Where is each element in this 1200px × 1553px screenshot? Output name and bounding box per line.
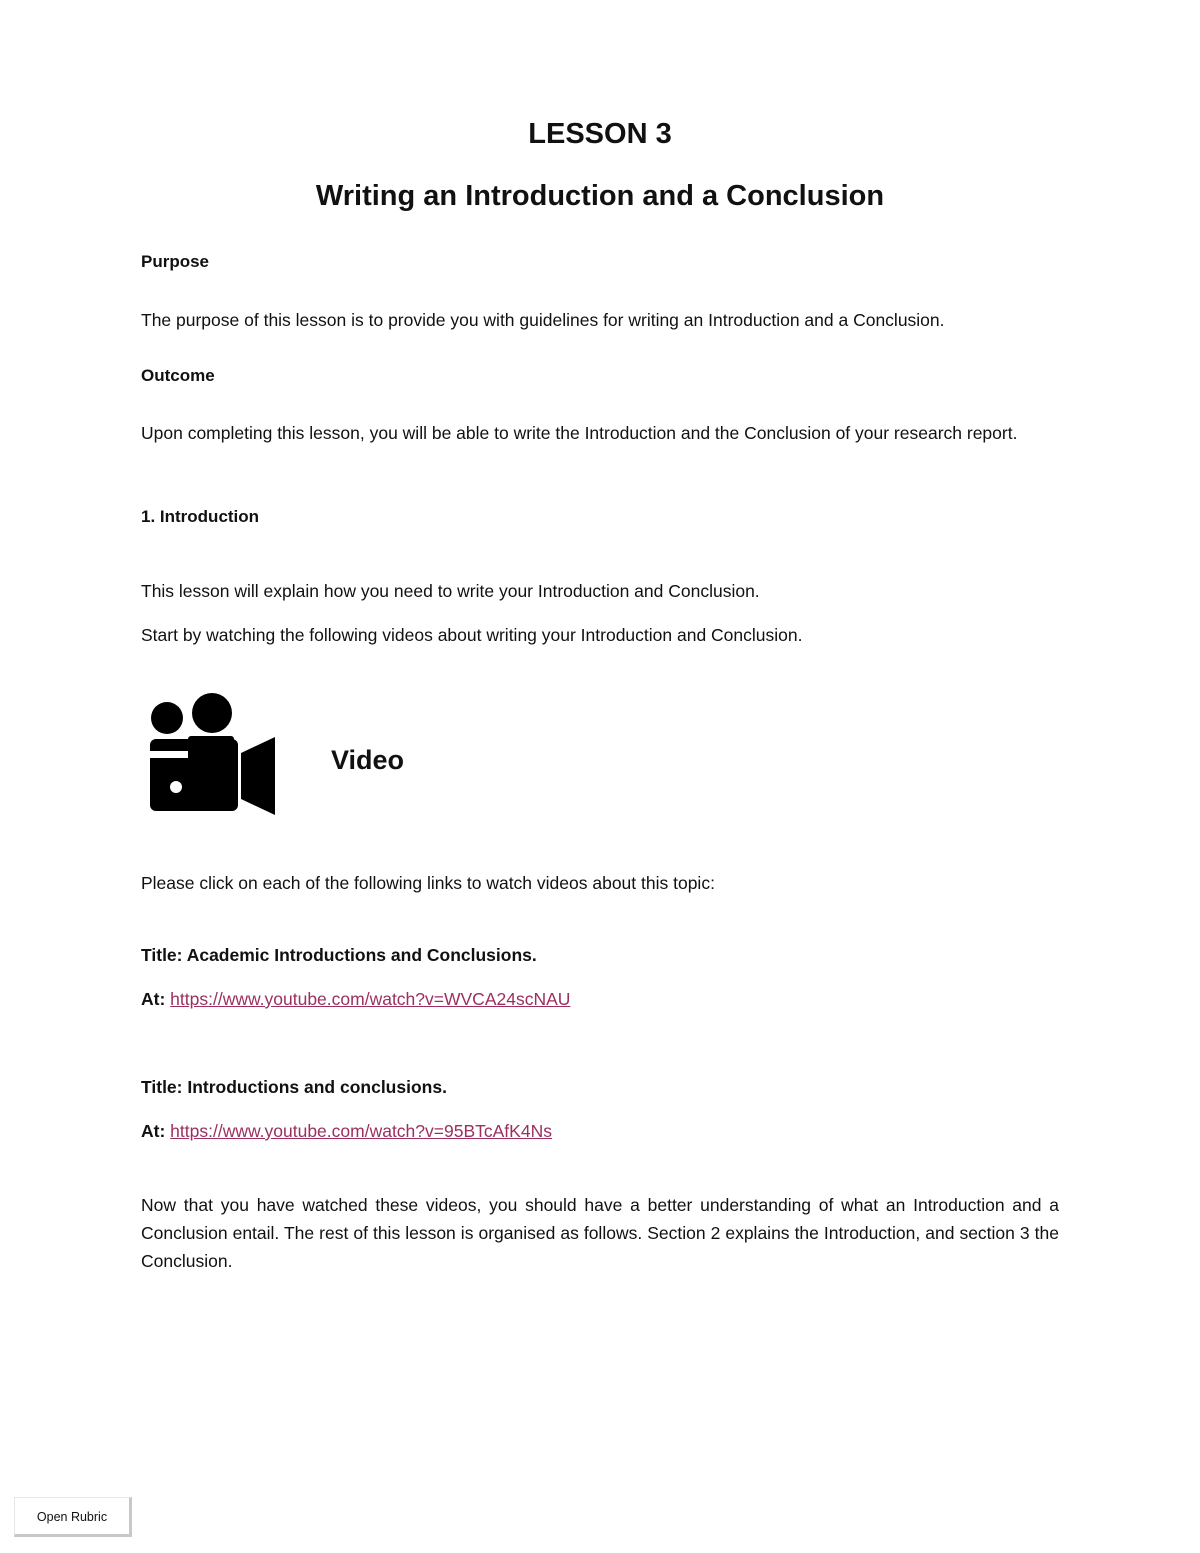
video-1-title: Title: Academic Introductions and Conclusions. <box>141 945 537 965</box>
video-camera-icon <box>148 693 278 817</box>
video-label: Video <box>331 745 405 775</box>
video-2-at-label: At: <box>141 1121 166 1141</box>
video-instruction: Please click on each of the following links to watch videos about this topic: <box>141 873 715 893</box>
video-1-at-label: At: <box>141 989 166 1009</box>
section-1-heading: 1. Introduction <box>141 507 260 526</box>
video-2-link-line <box>141 1117 552 1145</box>
video-2-title: Title: Introductions and conclusions. <box>141 1077 447 1097</box>
video-1-link[interactable]: https://www.youtube.com/watch?v=WVCA24scNAU <box>170 989 571 1009</box>
section-1-paragraph-1: This lesson will explain how you need to write your Introduction and Conclusion. <box>141 581 760 601</box>
video-1-link-line <box>141 985 570 1013</box>
purpose-text: The purpose of this lesson is to provide you with guidelines for writing an Introduction and a Conclusion. <box>141 310 945 330</box>
closing-paragraph: Now that you have watched these videos, you should have a better understanding of what an Introduction and a Conclusion entail. The rest of this lesson is organised as follows. Section 2 explains the Introduction, and section 3 the Conclusion. <box>141 1195 1059 1271</box>
outcome-heading: Outcome <box>141 366 215 385</box>
video-2-link[interactable]: https://www.youtube.com/watch?v=95BTcAfK4Ns <box>170 1121 552 1141</box>
lesson-title: LESSON 3 <box>528 118 672 150</box>
open-rubric-button[interactable]: Open Rubric <box>14 1497 132 1537</box>
lesson-subtitle: Writing an Introduction and a Conclusion <box>315 180 885 212</box>
purpose-heading: Purpose <box>141 252 210 271</box>
section-1-paragraph-2: Start by watching the following videos about writing your Introduction and Conclusion. <box>141 625 803 645</box>
outcome-text: Upon completing this lesson, you will be able to write the Introduction and the Conclusion of your research report. <box>141 423 1018 443</box>
